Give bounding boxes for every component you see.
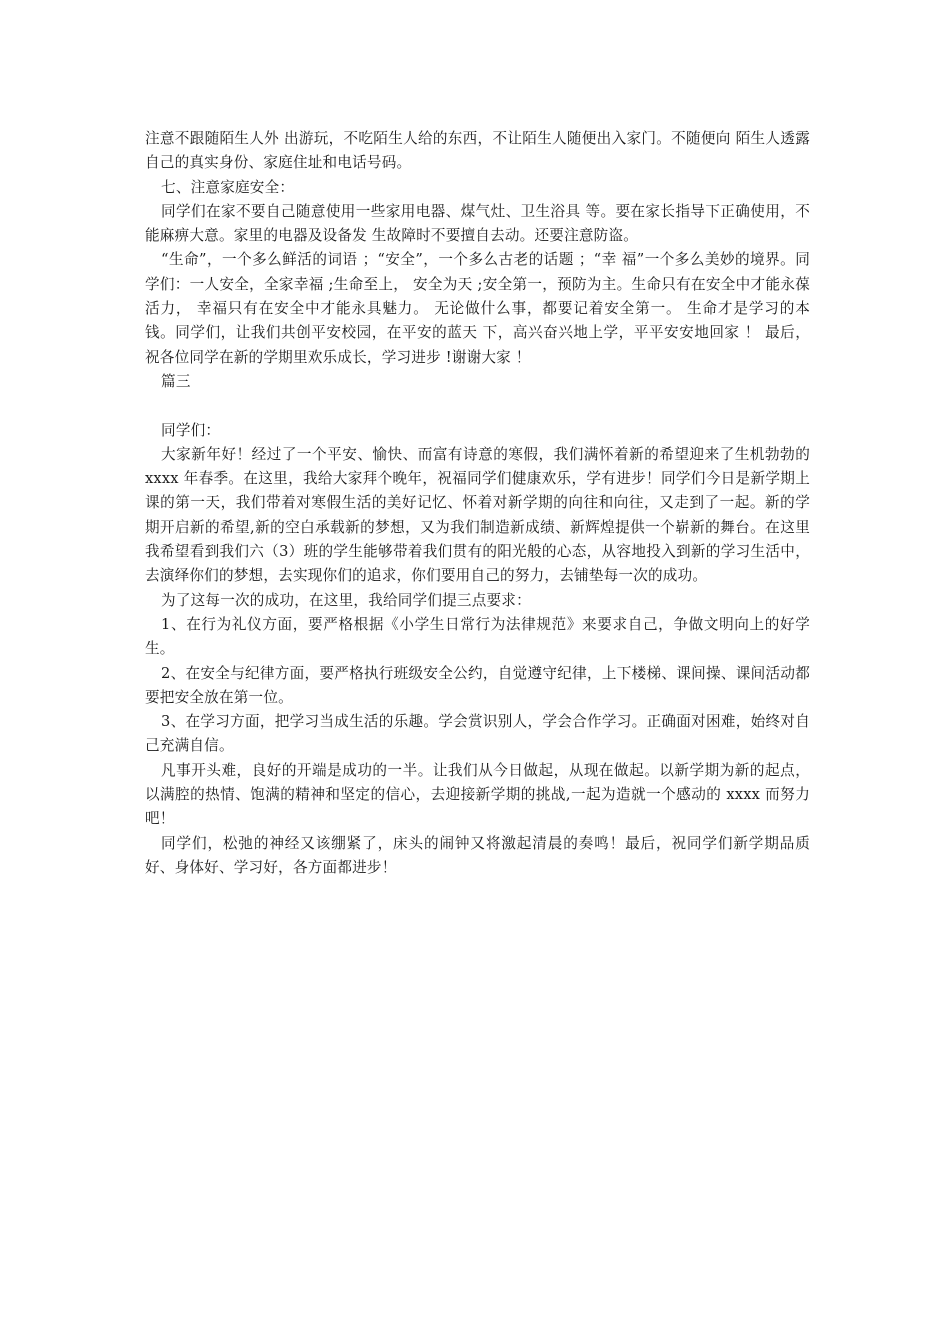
paragraph-closing: 同学们，松弛的神经又该绷紧了，床头的闹钟又将激起清晨的奏鸣！最后，祝同学们新学期品质好、身体好、学习好，各方面都进步！ bbox=[145, 834, 810, 876]
list-item-discipline: 2、在安全与纪律方面，要严格执行班级安全公约，自觉遵守纪律，上下楼梯、课间操、课间活动都要把安全放在第一位。 bbox=[145, 664, 810, 706]
list-item-study: 3、在学习方面，把学习当成生活的乐趣。学会赏识别人，学会合作学习。正确面对困难，始终对自己充满自信。 bbox=[145, 713, 810, 755]
blank-line bbox=[145, 394, 810, 418]
paragraph-three-requirements: 为了这每一次的成功，在这里，我给同学们提三点要求： bbox=[161, 591, 531, 609]
section-title-part-three: 篇三 bbox=[161, 372, 191, 390]
paragraph-stranger-safety: 注意不跟随陌生人外 出游玩，不吃陌生人给的东西，不让陌生人随便出入家门。不随便向 陌生人透露自己的真实身份、家庭住址和电话号码。 bbox=[145, 130, 810, 172]
heading-home-safety: 七、注意家庭安全： bbox=[161, 178, 295, 196]
greeting: 同学们： bbox=[161, 421, 221, 439]
document-body bbox=[145, 127, 810, 880]
list-item-etiquette: 1、在行为礼仪方面，要严格根据《小学生日常行为法律规范》来要求自己，争做文明向上的好学生。 bbox=[145, 615, 810, 658]
paragraph-home-appliances: 同学们在家不要自己随意使用一些家用电器、煤气灶、卫生浴具 等。要在家长指导下正确使用，不能麻痹大意。家里的电器及设备发 生故障时不要擅自去动。还要注意防盗。 bbox=[145, 202, 810, 245]
paragraph-new-year: 大家新年好！经过了一个平安、愉快、而富有诗意的寒假，我们满怀着新的希望迎来了生机勃勃的 xxxx 年春季。在这里，我给大家拜个晚年，祝福同学们健康欢乐，学有进步！同学们今日是新学期上课的第一天，我们带着对寒假生活的美好记忆、怀着对新学期的向往和向往，又走到了一起。新的学期开启新的希望,新的空白承载新的梦想，又为我们制造新成绩、新辉煌提供一个崭新的舞台。在这里我希望看到我们六（3）班的学生能够带着我们贯有的阳光般的心态，从容地投入到新的学习生活中，去演绎你们的梦想，去实现你们的追求，你们要用自己的努力，去铺垫每一次的成功。 bbox=[145, 445, 810, 585]
paragraph-life-safety: “生命”，一个多么鲜活的词语 ；“安全”，一个多么古老的话题 ；“幸 福”一个多么美妙的境界。同学们：一人安全，全家幸福 ;生命至上， 安全为天 ;安全第一，预防为主。生命只有在安全中才能永葆活力， 幸福只有在安全中才能永具魅力。 无论做什么事，都要记着安全第一。 生命才是学习的本钱。同学们，让我们共创平安校园，在平安的蓝天 下，高兴奋兴地上学，平平安安地回家 ！ 最后，祝各位同学在新的学期里欢乐成长，学习进步 !谢谢大家 ！ bbox=[145, 251, 810, 366]
paragraph-good-start: 凡事开头难，良好的开端是成功的一半。让我们从今日做起，从现在做起。以新学期为新的起点，以满腔的热情、饱满的精神和坚定的信心，去迎接新学期的挑战,一起为造就一个感动的 xxxx 而努力吧！ bbox=[145, 761, 810, 828]
